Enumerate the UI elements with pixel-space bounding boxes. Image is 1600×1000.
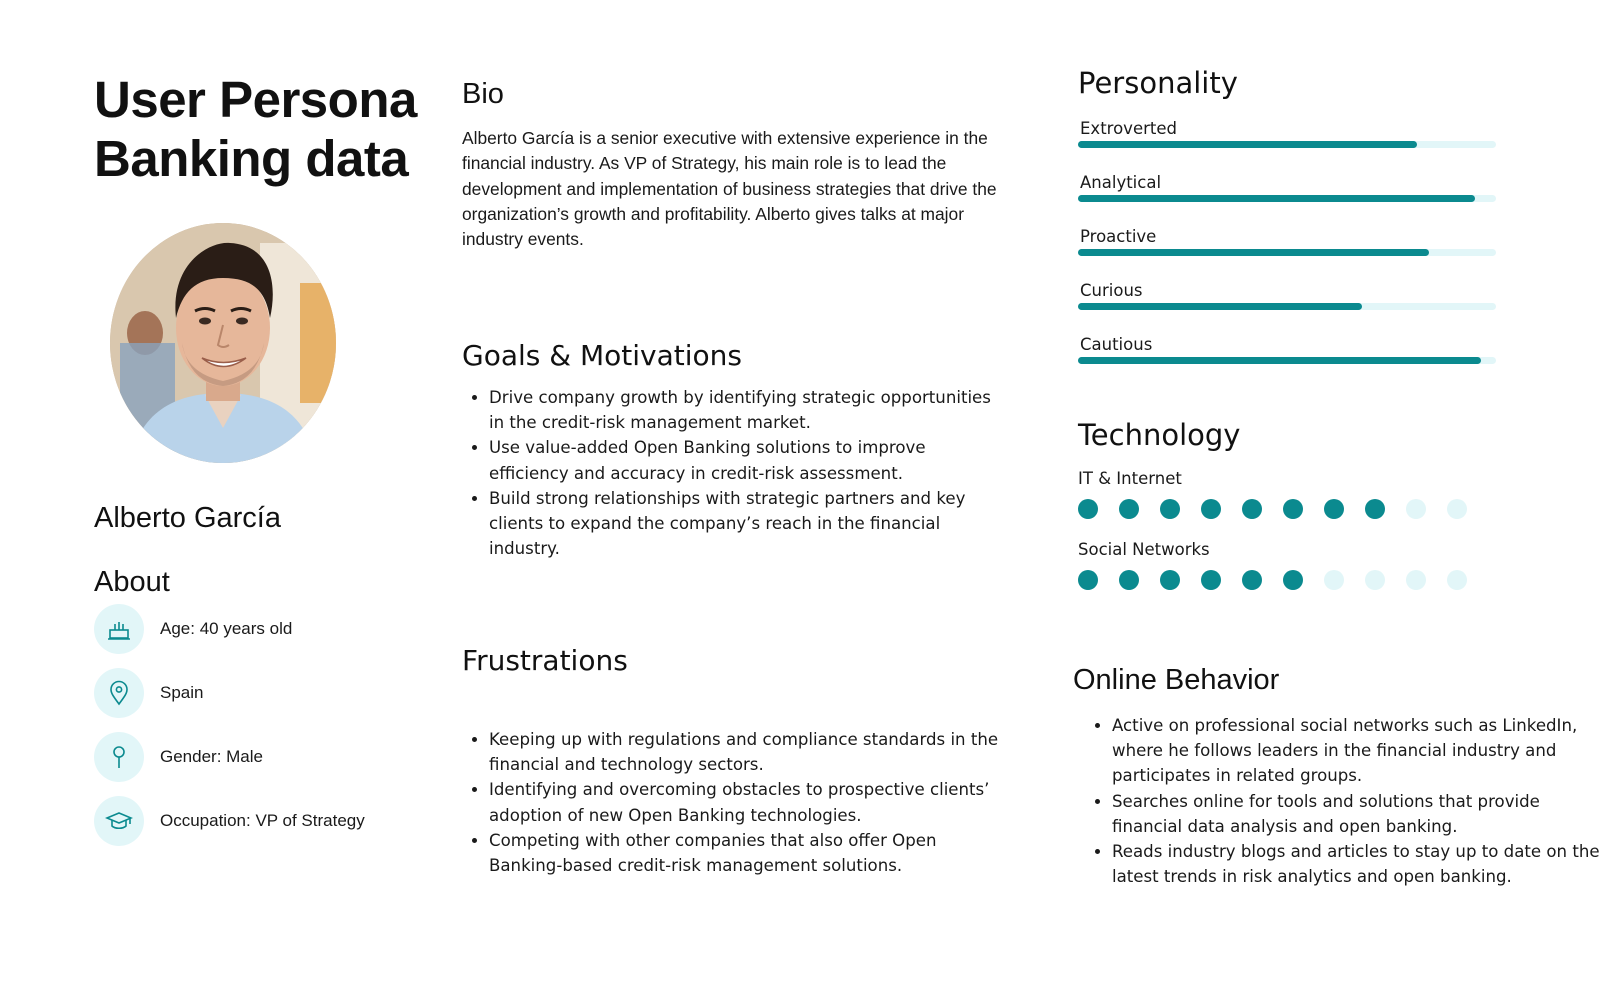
trait-bar-fill	[1078, 357, 1481, 364]
trait-cautious	[1078, 335, 1496, 364]
tech-skill-social-networks	[1078, 540, 1467, 590]
rating-dot-filled	[1160, 570, 1180, 590]
list-item: • Competing with other companies that also offer Open Banking-based credit-risk management solutions.	[489, 828, 1009, 878]
frustrations-list	[462, 727, 1009, 878]
trait-label: Curious	[1080, 281, 1143, 300]
rating-dot-filled	[1283, 499, 1303, 519]
rating-dots	[1078, 499, 1467, 519]
about-item-age	[94, 604, 292, 654]
frustrations-heading: Frustrations	[462, 644, 628, 677]
list-item: • Keeping up with regulations and compliance standards in the financial and technology sectors.	[489, 727, 1009, 777]
rating-dot-filled	[1283, 570, 1303, 590]
rating-dot-filled	[1119, 499, 1139, 519]
avatar	[110, 223, 336, 463]
page-title	[94, 70, 434, 188]
rating-dot-filled	[1201, 570, 1221, 590]
location-pin-icon	[94, 668, 144, 718]
trait-bar-track	[1078, 357, 1496, 364]
persona-name: Alberto García	[94, 502, 281, 534]
about-heading: About	[94, 566, 170, 598]
rating-dot-filled	[1160, 499, 1180, 519]
trait-label: Cautious	[1080, 335, 1153, 354]
trait-bar-track	[1078, 141, 1496, 148]
bio-text: Alberto García is a senior executive with extensive experience in the financial industry. As VP of Strategy, his main role is to lead the development and implementation of business strategies that drive the organization’s growth and profitability. Alberto gives talks at major industry events.	[462, 128, 997, 250]
rating-dot-empty	[1447, 499, 1467, 519]
trait-bar-track	[1078, 195, 1496, 202]
rating-dot-filled	[1365, 499, 1385, 519]
rating-dot-filled	[1078, 499, 1098, 519]
trait-curious	[1078, 281, 1496, 310]
trait-analytical	[1078, 173, 1496, 202]
rating-dot-filled	[1242, 499, 1262, 519]
rating-dots	[1078, 570, 1467, 590]
list-item: • Build strong relationships with strategic partners and key clients to expand the company’s reach in the financial industry.	[489, 486, 1009, 562]
list-item: • Drive company growth by identifying strategic opportunities in the credit-risk management market.	[489, 385, 1009, 435]
about-location-text: Spain	[160, 683, 204, 702]
trait-bar-fill	[1078, 303, 1362, 310]
personality-heading: Personality	[1078, 66, 1238, 100]
rating-dot-filled	[1201, 499, 1221, 519]
trait-label: Analytical	[1080, 173, 1162, 192]
trait-label: Extroverted	[1080, 119, 1177, 138]
birthday-cake-icon	[94, 604, 144, 654]
list-item: • Active on professional social networks such as LinkedIn, where he follows leaders in the financial industry and participates in related groups.	[1112, 713, 1600, 789]
rating-dot-filled	[1119, 570, 1139, 590]
technology-heading: Technology	[1078, 418, 1241, 452]
list-item: • Identifying and overcoming obstacles to prospective clients’ adoption of new Open Banking technologies.	[489, 777, 1009, 827]
about-item-location	[94, 668, 203, 718]
goals-list	[462, 385, 1009, 561]
about-gender-text: Gender: Male	[160, 747, 263, 766]
about-item-occupation	[94, 796, 365, 846]
trait-proactive	[1078, 227, 1496, 256]
rating-dot-empty	[1365, 570, 1385, 590]
tech-skill-label: IT & Internet	[1078, 469, 1182, 488]
about-age-text: Age: 40 years old	[160, 619, 293, 638]
list-item: • Use value-added Open Banking solutions to improve efficiency and accuracy in credit-risk assessment.	[489, 435, 1009, 485]
online-behavior-list	[1085, 713, 1600, 889]
list-item: • Reads industry blogs and articles to stay up to date on the latest trends in risk analytics and open banking.	[1112, 839, 1600, 889]
about-item-gender	[94, 732, 263, 782]
trait-extroverted	[1078, 119, 1496, 148]
rating-dot-filled	[1242, 570, 1262, 590]
tech-skill-label: Social Networks	[1078, 540, 1210, 559]
rating-dot-filled	[1324, 499, 1344, 519]
online-behavior-heading: Online Behavior	[1073, 664, 1280, 696]
rating-dot-empty	[1406, 499, 1426, 519]
trait-label: Proactive	[1080, 227, 1157, 246]
page-title-line2: Banking data	[94, 130, 409, 187]
page-title-line1: User Persona	[94, 71, 417, 128]
tech-skill-it-internet	[1078, 469, 1467, 519]
gender-icon	[94, 732, 144, 782]
graduation-cap-icon	[94, 796, 144, 846]
goals-heading: Goals & Motivations	[462, 339, 742, 372]
trait-bar-track	[1078, 303, 1496, 310]
avatar-portrait-illustration	[110, 223, 336, 463]
rating-dot-empty	[1324, 570, 1344, 590]
rating-dot-empty	[1447, 570, 1467, 590]
trait-bar-fill	[1078, 141, 1417, 148]
list-item: • Searches online for tools and solutions that provide financial data analysis and open banking.	[1112, 789, 1600, 839]
trait-bar-fill	[1078, 249, 1429, 256]
rating-dot-filled	[1078, 570, 1098, 590]
about-occupation-text: Occupation: VP of Strategy	[160, 811, 365, 830]
rating-dot-empty	[1406, 570, 1426, 590]
trait-bar-track	[1078, 249, 1496, 256]
trait-bar-fill	[1078, 195, 1475, 202]
bio-heading: Bio	[462, 78, 504, 110]
